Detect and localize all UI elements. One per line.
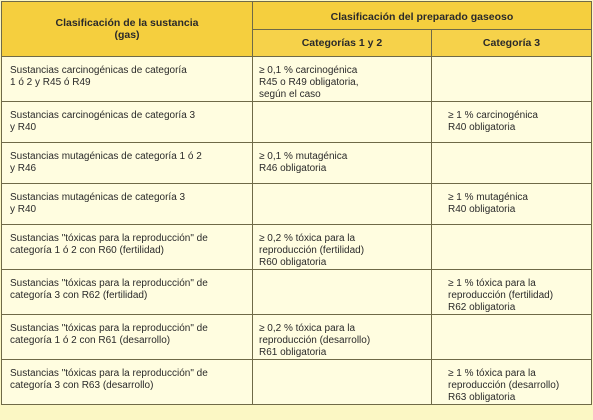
table-row — [2, 143, 592, 184]
categories-1-2-cell — [253, 143, 432, 184]
substance-text: Sustancias "tóxicas para la reproducción" de categoría 1 ó 2 con R61 (desarrollo) — [10, 323, 208, 346]
category-3-text: ≥ 1 % tóxica para la reproducción (fertilidad) R62 obligatoria — [448, 278, 554, 313]
category-3-cell — [432, 57, 592, 102]
substance-text: Sustancias "tóxicas para la reproducción" de categoría 3 con R63 (desarrollo) — [10, 368, 208, 391]
table-row — [2, 184, 592, 225]
categories-1-2-cell — [253, 270, 432, 315]
table-row — [2, 57, 592, 102]
categories-1-2-text: ≥ 0,2 % tóxica para la reproducción (desarrollo) R61 obligatoria — [259, 323, 371, 358]
substance-text: Sustancias "tóxicas para la reproducción" de categoría 1 ó 2 con R60 (fertilidad) — [10, 233, 208, 256]
substance-cell — [2, 270, 253, 315]
categories-1-2-text — [253, 270, 431, 278]
substance-text: Sustancias mutagénicas de categoría 1 ó 2 y R46 — [10, 151, 202, 174]
substance-cell — [2, 315, 253, 360]
categories-1-2-cell — [253, 57, 432, 102]
category-3-text — [432, 225, 591, 233]
category-3-text — [432, 143, 591, 151]
substance-text: Sustancias "tóxicas para la reproducción" de categoría 3 con R62 (fertilidad) — [10, 278, 208, 301]
categories-1-2-header-text: Categorías 1 y 2 — [301, 37, 383, 49]
substance-column-header — [2, 2, 253, 57]
category-3-cell — [432, 315, 592, 360]
table-row — [2, 225, 592, 270]
substance-cell — [2, 360, 253, 405]
substance-column-header-text: Clasificación de la sustancia (gas) — [55, 17, 199, 41]
table-row — [2, 270, 592, 315]
category-3-cell — [432, 270, 592, 315]
category-3-text — [432, 57, 591, 65]
preparation-column-group-header — [253, 2, 592, 30]
category-3-cell — [432, 143, 592, 184]
substance-cell — [2, 102, 253, 143]
category-3-text: ≥ 1 % carcinogénica R40 obligatoria — [448, 110, 538, 133]
categories-1-2-cell — [253, 184, 432, 225]
substance-text: Sustancias carcinogénicas de categoría 1 ó 2 y R45 ó R49 — [10, 65, 187, 88]
categories-1-2-header — [253, 30, 432, 57]
header-row-top — [2, 2, 592, 30]
category-3-text — [432, 315, 591, 323]
table-row — [2, 360, 592, 405]
categories-1-2-cell — [253, 225, 432, 270]
categories-1-2-text: ≥ 0,1 % mutagénica R46 obligatoria — [259, 151, 348, 174]
categories-1-2-text: ≥ 0,2 % tóxica para la reproducción (fertilidad) R60 obligatoria — [259, 233, 365, 268]
categories-1-2-text: ≥ 0,1 % carcinogénica R45 o R49 obligatoria, según el caso — [259, 65, 359, 100]
category-3-cell — [432, 360, 592, 405]
substance-cell — [2, 57, 253, 102]
category-3-text: ≥ 1 % mutagénica R40 obligatoria — [448, 192, 528, 215]
preparation-column-group-header-text: Clasificación del preparado gaseoso — [330, 10, 514, 23]
categories-1-2-text — [253, 360, 431, 368]
substance-cell — [2, 225, 253, 270]
categories-1-2-text — [253, 102, 431, 110]
classification-table — [1, 1, 592, 405]
substance-text: Sustancias carcinogénicas de categoría 3 y R40 — [10, 110, 196, 133]
table-row — [2, 102, 592, 143]
category-3-header — [432, 30, 592, 57]
table-row — [2, 315, 592, 360]
substance-cell — [2, 143, 253, 184]
category-3-cell — [432, 184, 592, 225]
category-3-text: ≥ 1 % tóxica para la reproducción (desarrollo) R63 obligatoria — [448, 368, 560, 403]
categories-1-2-text — [253, 184, 431, 192]
substance-cell — [2, 184, 253, 225]
categories-1-2-cell — [253, 360, 432, 405]
category-3-cell — [432, 102, 592, 143]
category-3-cell — [432, 225, 592, 270]
category-3-header-text: Categoría 3 — [482, 37, 541, 49]
categories-1-2-cell — [253, 315, 432, 360]
substance-text: Sustancias mutagénicas de categoría 3 y R40 — [10, 192, 186, 215]
categories-1-2-cell — [253, 102, 432, 143]
